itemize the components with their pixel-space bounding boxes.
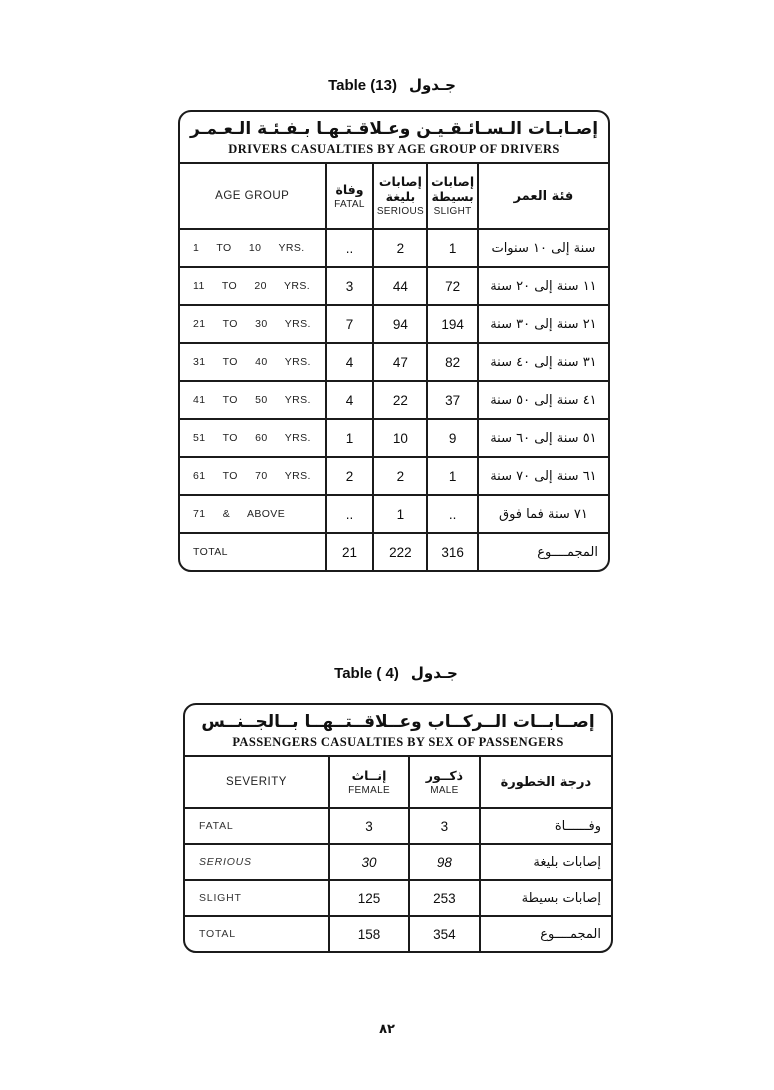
age-group-cell: 71 & ABOVE [180, 495, 326, 533]
drivers-table-title-ar: إصـابـات الـسـائـقـيـن وعـلاقـتـهـا بـفـئـة الـعـمـر [189, 119, 599, 139]
slight-cell: 37 [427, 381, 478, 419]
drivers-row-51-60 [180, 419, 608, 457]
age-ar-cell: ١١ سنة إلى ٢٠ سنة [478, 267, 608, 305]
age-group-cell: 21 TO 30 YRS. [180, 305, 326, 343]
severity-cell: SERIOUS [185, 844, 329, 880]
drivers-table-title [180, 112, 608, 164]
passengers-casualties-table [183, 703, 613, 953]
col-header-age-group: AGE GROUP [215, 190, 290, 203]
age-ar-cell: ٢١ سنة إلى ٣٠ سنة [478, 305, 608, 343]
fatal-cell: .. [326, 495, 374, 533]
female-cell: 3 [329, 808, 409, 844]
severity-cell: SLIGHT [185, 880, 329, 916]
age-ar-cell: ٤١ سنة إلى ٥٠ سنة [478, 381, 608, 419]
severity-ar-cell: وفــــــاة [480, 808, 611, 844]
serious-total-cell: 222 [373, 533, 427, 570]
age-group-cell: 31 TO 40 YRS. [180, 343, 326, 381]
drivers-row-21-30 [180, 305, 608, 343]
table4-caption [183, 664, 609, 682]
total-label-cell: TOTAL [185, 916, 329, 951]
col-header-slight-ar: إصابات بسيطة [431, 174, 475, 204]
drivers-row-61-70 [180, 457, 608, 495]
col-header-slight-en: SLIGHT [433, 206, 472, 218]
serious-cell: 2 [373, 229, 427, 267]
col-header-age-category-ar: فئة العمر [478, 164, 608, 229]
page-number: ٨٢ [379, 1022, 395, 1037]
col-header-serious-en: SERIOUS [376, 206, 424, 218]
fatal-total-cell: 21 [326, 533, 374, 570]
fatal-cell: 7 [326, 305, 374, 343]
fatal-cell: 4 [326, 343, 374, 381]
col-header-fatal [326, 164, 374, 229]
severity-ar-cell: إصابات بليغة [480, 844, 611, 880]
col-header-severity: SEVERITY [226, 776, 287, 789]
age-ar-cell: سنة إلى ١٠ سنوات [478, 229, 608, 267]
male-cell: 98 [409, 844, 480, 880]
serious-cell: 2 [373, 457, 427, 495]
passengers-row-serious [185, 844, 611, 880]
female-total-cell: 158 [329, 916, 409, 951]
passengers-table-title [185, 705, 611, 757]
slight-cell: 9 [427, 419, 478, 457]
drivers-casualties-table [178, 110, 610, 572]
male-cell: 253 [409, 880, 480, 916]
col-header-fatal-en: FATAL [334, 198, 365, 210]
fatal-cell: 3 [326, 267, 374, 305]
age-group-cell: 41 TO 50 YRS. [180, 381, 326, 419]
slight-cell: 72 [427, 267, 478, 305]
col-header-fatal-ar: وفاة [335, 181, 364, 197]
male-cell: 3 [409, 808, 480, 844]
table4-caption-ar: جـدول [410, 664, 458, 682]
total-ar-cell: المجمــــوع [480, 916, 611, 951]
total-ar-cell: المجمــــوع [478, 533, 608, 570]
col-header-male-ar: ذكــور [425, 767, 464, 783]
passengers-row-fatal [185, 808, 611, 844]
fatal-cell: 4 [326, 381, 374, 419]
slight-cell: 82 [427, 343, 478, 381]
serious-cell: 94 [373, 305, 427, 343]
drivers-row-1-10 [180, 229, 608, 267]
col-header-serious [373, 164, 427, 229]
slight-cell: .. [427, 495, 478, 533]
drivers-table [180, 164, 608, 570]
col-header-female [329, 757, 409, 808]
drivers-row-71-above [180, 495, 608, 533]
severity-cell: FATAL [185, 808, 329, 844]
drivers-table-title-en: DRIVERS CASUALTIES BY AGE GROUP OF DRIVERS [228, 142, 560, 157]
fatal-cell: .. [326, 229, 374, 267]
serious-cell: 22 [373, 381, 427, 419]
age-group-cell: 61 TO 70 YRS. [180, 457, 326, 495]
passengers-header-row [185, 757, 611, 808]
age-group-cell: 1 TO 10 YRS. [180, 229, 326, 267]
passengers-table-title-en: PASSENGERS CASUALTIES BY SEX OF PASSENGERS [232, 735, 564, 750]
passengers-row-slight [185, 880, 611, 916]
col-header-serious-ar: إصابات بليغة [378, 174, 422, 204]
slight-cell: 1 [427, 457, 478, 495]
drivers-row-11-20 [180, 267, 608, 305]
passengers-row-total [185, 916, 611, 951]
table13-caption-en: Table (13) [328, 77, 397, 94]
slight-total-cell: 316 [427, 533, 478, 570]
col-header-female-en: FEMALE [348, 784, 390, 796]
table13-caption [178, 76, 606, 94]
serious-cell: 1 [373, 495, 427, 533]
female-cell: 30 [329, 844, 409, 880]
male-total-cell: 354 [409, 916, 480, 951]
serious-cell: 10 [373, 419, 427, 457]
age-group-cell: 51 TO 60 YRS. [180, 419, 326, 457]
slight-cell: 194 [427, 305, 478, 343]
drivers-row-31-40 [180, 343, 608, 381]
drivers-row-41-50 [180, 381, 608, 419]
table4-caption-en: Table ( 4) [334, 665, 399, 682]
age-ar-cell: ٧١ سنة فما فوق [478, 495, 608, 533]
age-ar-cell: ٣١ سنة إلى ٤٠ سنة [478, 343, 608, 381]
col-header-slight [427, 164, 478, 229]
age-ar-cell: ٥١ سنة إلى ٦٠ سنة [478, 419, 608, 457]
drivers-row-total [180, 533, 608, 570]
passengers-table-title-ar: إصــابــات الــركــاب وعــلاقــتــهــا بــالجــنــس [201, 712, 595, 732]
fatal-cell: 1 [326, 419, 374, 457]
col-header-male [409, 757, 480, 808]
passengers-table [185, 757, 611, 951]
slight-cell: 1 [427, 229, 478, 267]
age-group-cell: 11 TO 20 YRS. [180, 267, 326, 305]
col-header-male-en: MALE [430, 784, 459, 796]
table13-caption-ar: جـدول [408, 76, 456, 94]
female-cell: 125 [329, 880, 409, 916]
drivers-header-row [180, 164, 608, 229]
serious-cell: 44 [373, 267, 427, 305]
fatal-cell: 2 [326, 457, 374, 495]
serious-cell: 47 [373, 343, 427, 381]
age-ar-cell: ٦١ سنة إلى ٧٠ سنة [478, 457, 608, 495]
total-label-cell: TOTAL [180, 533, 326, 570]
col-header-female-ar: إنــاث [351, 767, 387, 783]
col-header-severity-ar: درجة الخطورة [480, 757, 611, 808]
severity-ar-cell: إصابات بسيطة [480, 880, 611, 916]
